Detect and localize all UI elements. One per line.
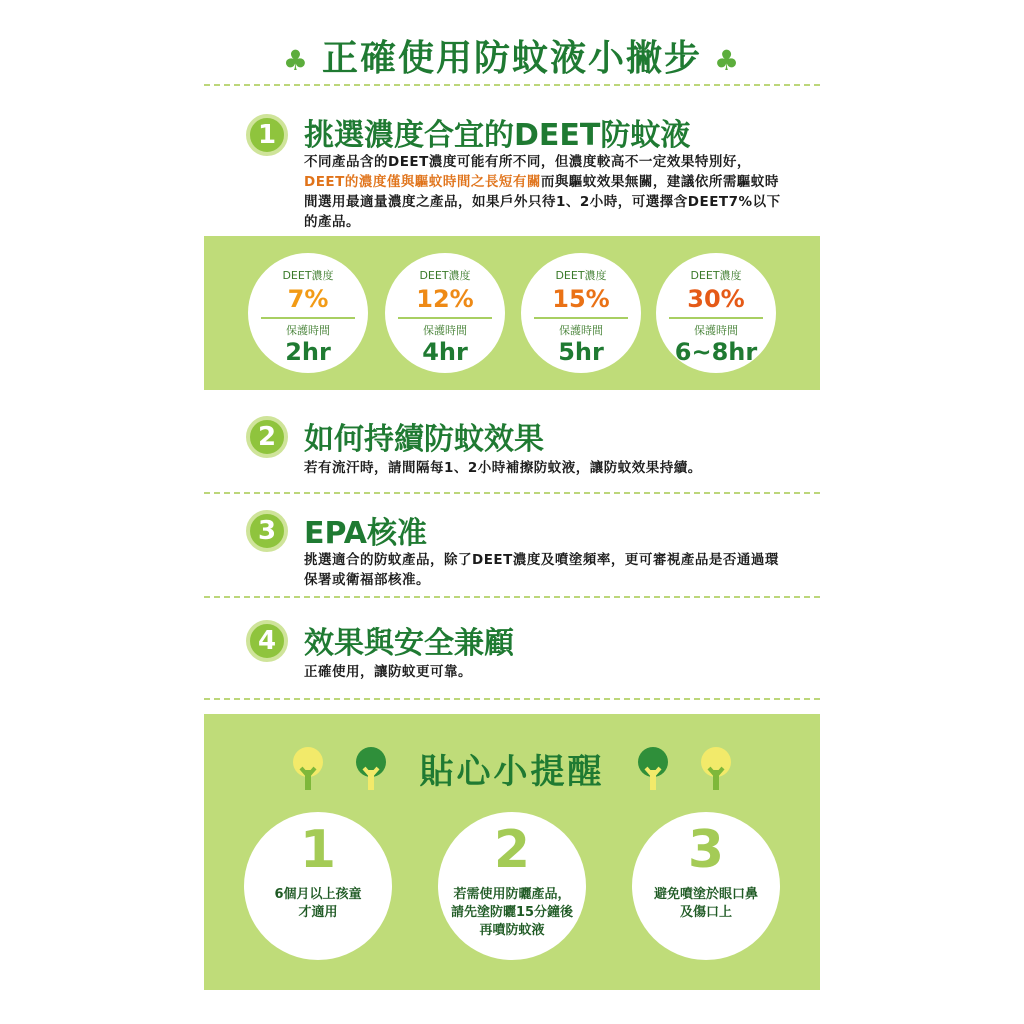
protection-label: 保護時間 <box>423 324 467 337</box>
divider <box>204 596 820 598</box>
clover-icon: ♣ <box>714 43 742 77</box>
tree-icon <box>290 746 326 792</box>
page-title-text: 正確使用防蚊液小撇步 <box>321 38 702 79</box>
tree-icon <box>635 746 671 792</box>
step-description: 正確使用，讓防蚊更可靠。 <box>304 664 472 680</box>
step-highlight-text: DEET的濃度僅與驅蚊時間之長短有關 <box>304 174 541 190</box>
tip-text-line: 請先塗防曬15分鐘後 <box>450 905 574 920</box>
concentration-label: DEET濃度 <box>419 269 471 282</box>
step-description <box>304 152 784 232</box>
tip-text-line: 6個月以上孩童 <box>274 887 362 902</box>
divider <box>261 317 355 319</box>
protection-time: 2hr <box>285 338 331 366</box>
step-title: EPA核准 <box>304 516 427 551</box>
protection-label: 保護時間 <box>694 324 738 337</box>
tips-header <box>204 744 820 793</box>
concentration-value: 12% <box>416 285 474 313</box>
step-title: 挑選濃度合宜的DEET防蚊液 <box>304 118 691 153</box>
tip-number: 3 <box>687 820 725 880</box>
tree-icon <box>698 746 734 792</box>
concentration-label: DEET濃度 <box>555 269 607 282</box>
divider <box>204 698 820 700</box>
tip-number: 2 <box>493 820 531 880</box>
step-number-badge: 4 <box>246 620 288 662</box>
tip-text-line: 若需使用防曬產品， <box>453 887 571 902</box>
divider <box>204 492 820 494</box>
divider <box>398 317 492 319</box>
divider <box>534 317 628 319</box>
clover-icon: ♣ <box>282 43 310 77</box>
divider <box>669 317 763 319</box>
concentration-circle <box>656 253 776 373</box>
tip-card <box>438 812 586 960</box>
concentration-label: DEET濃度 <box>282 269 334 282</box>
step-text: 而與驅蚊效果無關，建議依所需驅蚊時間選用最適量濃度之產品，如果戶外只待1、2小時，可選擇含DEET7%以下的產品。 <box>304 174 781 230</box>
concentration-value: 7% <box>287 285 329 313</box>
step-description: 挑選適合的防蚊產品，除了DEET濃度及噴塗頻率，更可審視產品是否通過環保署或衛福部核准。 <box>304 552 779 588</box>
step-number-badge: 3 <box>246 510 288 552</box>
tree-icon <box>353 746 389 792</box>
tip-number: 1 <box>299 820 337 880</box>
tips-title: 貼心小提醒 <box>419 752 605 792</box>
concentration-label: DEET濃度 <box>690 269 742 282</box>
concentration-circle <box>385 253 505 373</box>
concentration-circle <box>248 253 368 373</box>
tip-card <box>244 812 392 960</box>
step-title: 效果與安全兼顧 <box>304 626 514 661</box>
step-description: 若有流汗時，請間隔每1、2小時補擦防蚊液，讓防蚊效果持續。 <box>304 460 702 476</box>
concentration-circle <box>521 253 641 373</box>
protection-label: 保護時間 <box>286 324 330 337</box>
protection-time: 6~8hr <box>674 338 758 366</box>
step-text: 不同產品含的DEET濃度可能有所不同，但濃度較高不一定效果特別好， <box>304 154 751 170</box>
protection-time: 5hr <box>558 338 604 366</box>
tip-card <box>632 812 780 960</box>
tip-text-line: 及傷口上 <box>679 905 732 920</box>
step-number-badge: 1 <box>246 114 288 156</box>
protection-label: 保護時間 <box>559 324 603 337</box>
concentration-value: 30% <box>687 285 745 313</box>
tip-text-line: 避免噴塗於眼口鼻 <box>653 887 758 902</box>
concentration-value: 15% <box>552 285 610 313</box>
page-title <box>204 30 820 81</box>
step-title: 如何持續防蚊效果 <box>304 422 544 457</box>
protection-time: 4hr <box>422 338 468 366</box>
tip-text-line: 再噴防蚊液 <box>479 923 545 938</box>
divider <box>204 84 820 86</box>
tip-text-line: 才適用 <box>298 905 338 920</box>
step-number-badge: 2 <box>246 416 288 458</box>
